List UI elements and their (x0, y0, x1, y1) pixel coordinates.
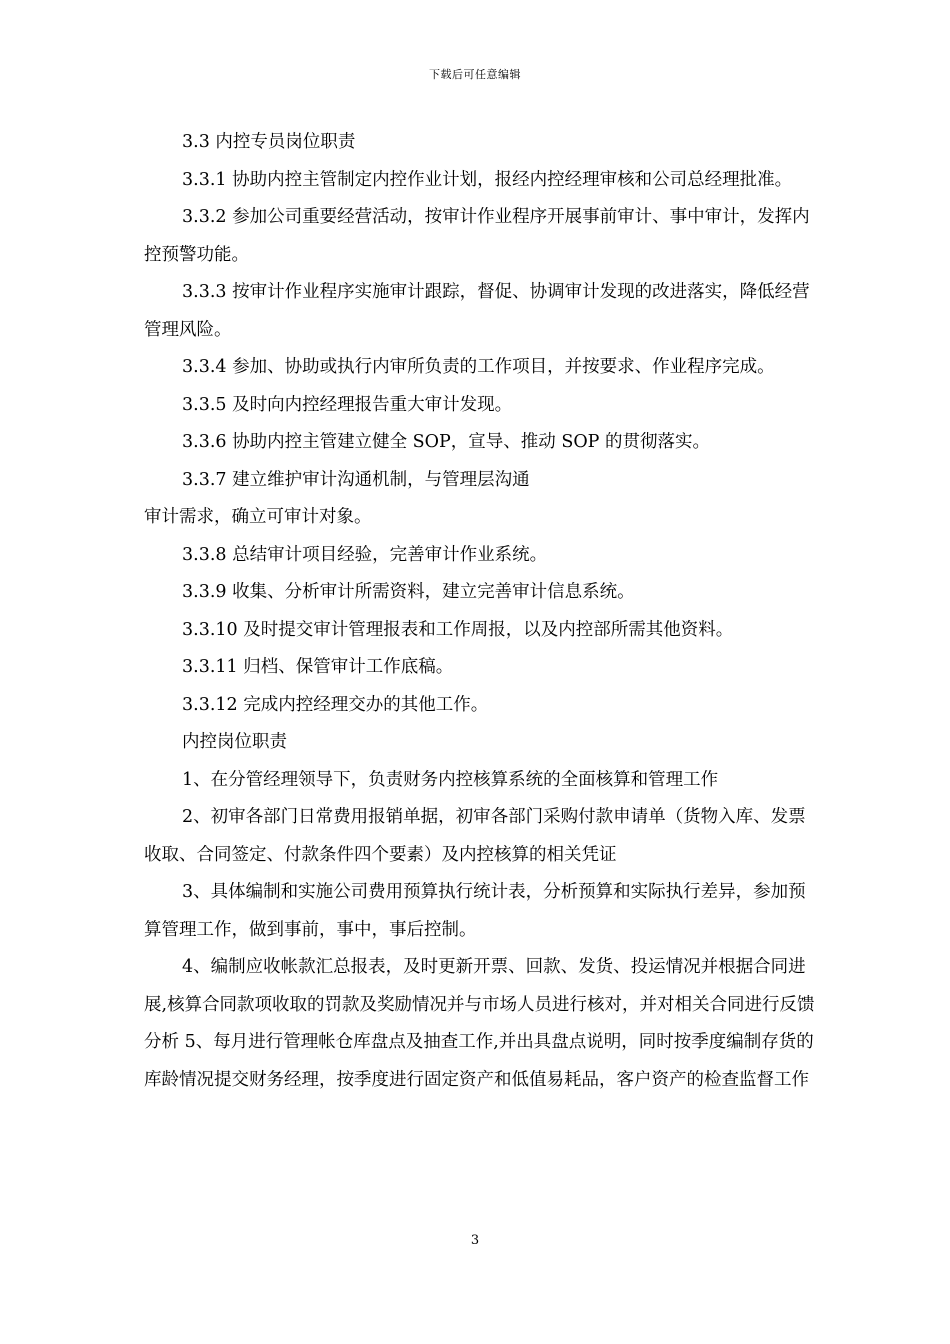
duty-item-2: 2、初审各部门日常费用报销单据，初审各部门采购付款申请单（货物入库、发票收取、合同签定、付款条件四个要素）及内控核算的相关凭证 (144, 807, 806, 865)
paragraph-3-3-8: 3.3.8 总结审计项目经验，完善审计作业系统。 (182, 544, 548, 565)
paragraph-3-3-2: 3.3.2 参加公司重要经营活动，按审计作业程序开展事前审计、事中审计，发挥内控预警功能。 (144, 207, 810, 265)
paragraph-3-3-12: 3.3.12 完成内控经理交办的其他工作。 (182, 694, 489, 715)
paragraph-3-3-6: 3.3.6 协助内控主管建立健全 SOP，宣导、推动 SOP 的贯彻落实。 (182, 432, 710, 452)
duty-item-1: 1、在分管经理领导下，负责财务内控核算系统的全面核算和管理工作 (182, 769, 719, 790)
section-heading-3-3: 3.3 内控专员岗位职责 (182, 132, 356, 152)
duty-item-3: 3、具体编制和实施公司费用预算执行统计表，分析预算和实际执行差异，参加预算管理工作，做到事前，事中，事后控制。 (144, 882, 806, 940)
paragraph-3-3-11: 3.3.11 归档、保管审计工作底稿。 (182, 657, 454, 677)
duty-item-4-5: 4、编制应收帐款汇总报表，及时更新开票、回款、发货、投运情况并根据合同进展,核算合同款项收取的罚款及奖励情况并与市场人员进行核对，并对相关合同进行反馈分析 5、每月进行管理帐仓库盘点及抽查工作,并出具盘点说明，同时按季度编制存货的库龄情况提交财务经理，按季度进行固定资产和低值易耗品，客户资产的检查监督工作 (144, 957, 815, 1090)
paragraph-3-3-7-line1: 3.3.7 建立维护审计沟通机制，与管理层沟通 (182, 469, 530, 490)
paragraph-3-3-5: 3.3.5 及时向内控经理报告重大审计发现。 (182, 394, 513, 415)
paragraph-3-3-7-line2: 审计需求，确立可审计对象。 (144, 507, 372, 527)
paragraph-3-3-10: 3.3.10 及时提交审计管理报表和工作周报，以及内控部所需其他资料。 (182, 619, 734, 640)
paragraph-3-3-1: 3.3.1 协助内控主管制定内控作业计划，报经内控经理审核和公司总经理批准。 (182, 169, 793, 190)
document-body (144, 124, 816, 1099)
paragraph-3-3-4: 3.3.4 参加、协助或执行内审所负责的工作项目，并按要求、作业程序完成。 (182, 357, 775, 377)
paragraph-3-3-3: 3.3.3 按审计作业程序实施审计跟踪，督促、协调审计发现的改进落实，降低经营管理风险。 (144, 282, 810, 340)
section-title-internal-control-duties: 内控岗位职责 (182, 732, 287, 752)
paragraph-3-3-9: 3.3.9 收集、分析审计所需资料，建立完善审计信息系统。 (182, 582, 635, 602)
page-number: 3 (470, 1233, 480, 1248)
page-header-note: 下载后可任意编辑 (429, 68, 521, 81)
